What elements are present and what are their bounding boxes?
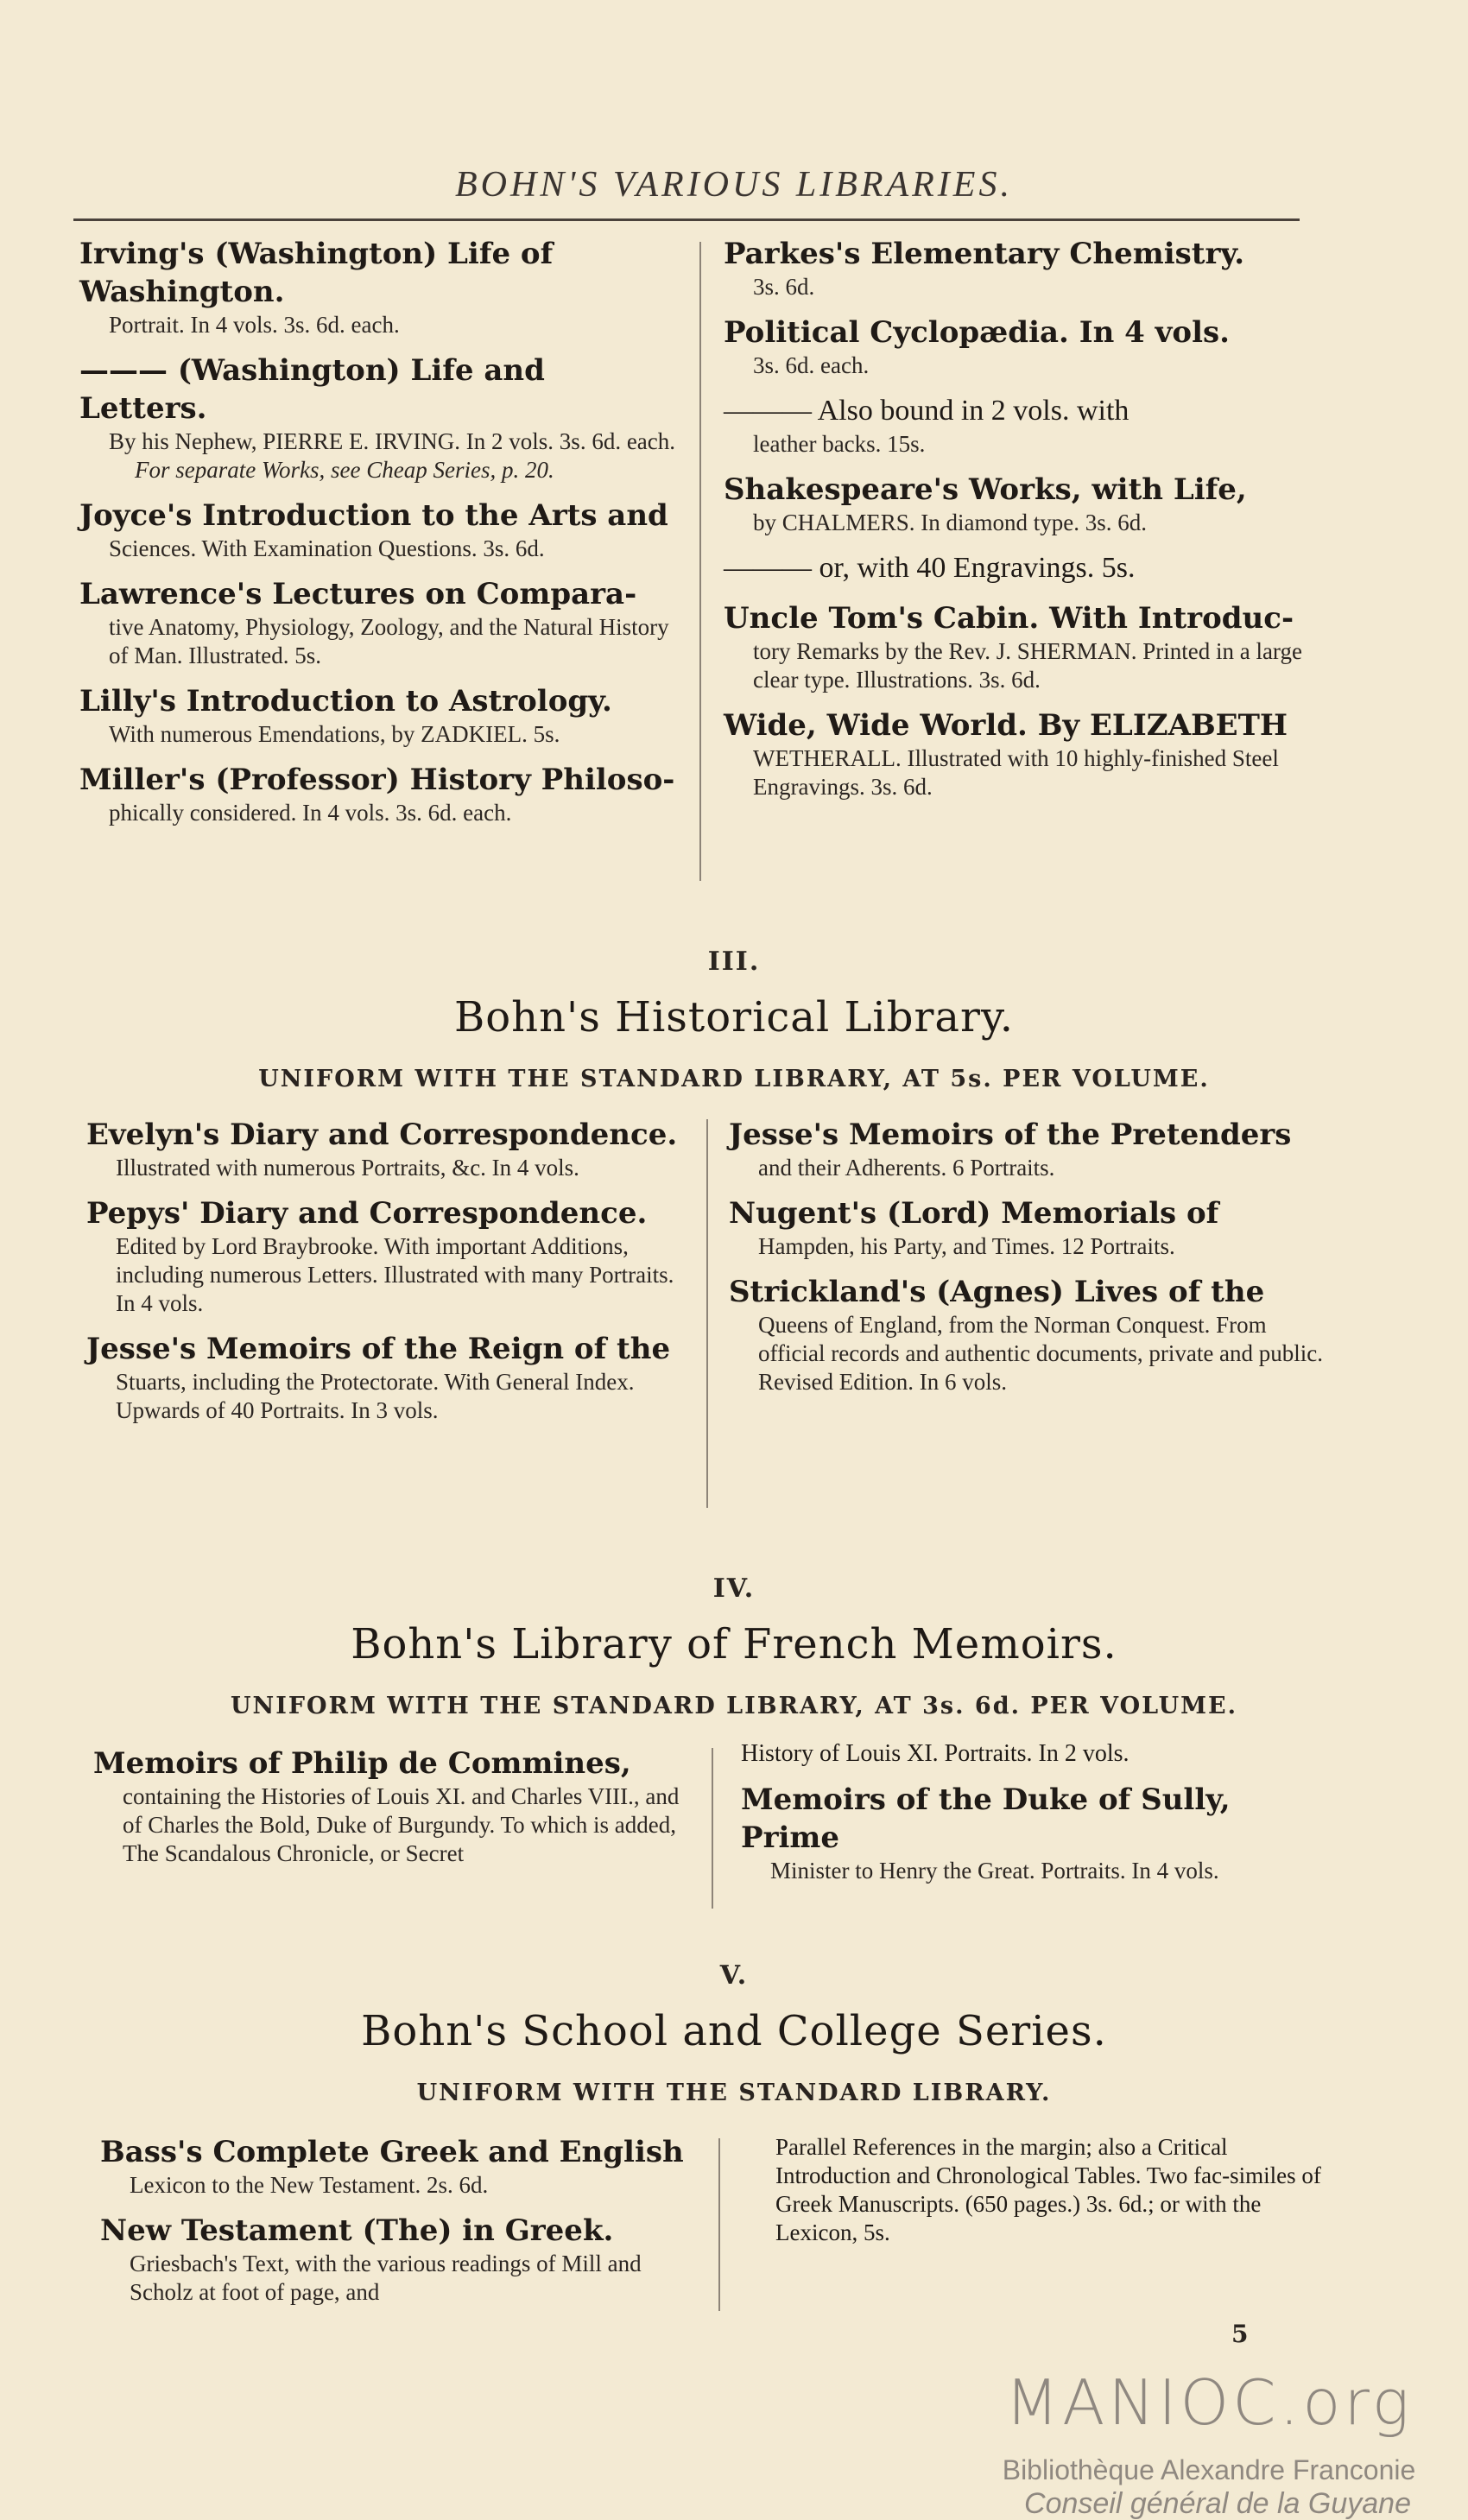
entry-desc: By his Nephew, PIERRE E. IRVING. In 2 vols. 3s. 6d. each.: [109, 428, 676, 454]
section-title: Bohn's Library of French Memoirs.: [351, 1620, 1117, 1668]
entry-title: Evelyn's Diary and Correspondence.: [86, 1118, 678, 1152]
section-title: Bohn's Historical Library.: [454, 993, 1014, 1042]
entry-title: ——— or, with 40 Engravings. 5s.: [724, 552, 1136, 584]
entry-title: Miller's (Professor) History Philoso-: [79, 763, 675, 797]
column-rule: [718, 2138, 720, 2311]
entry-desc: 3s. 6d.: [753, 274, 815, 300]
entry-desc: Edited by Lord Braybrooke. With important Additions, including numerous Letters. Illustrated with many Portraits. In 4 vols.: [116, 1233, 674, 1316]
entry-title: ——— (Washington) Life and Letters.: [79, 353, 545, 426]
entry-title: Parallel References in the margin; also a Critical Introduction and Chronological Tables. Two fac-similes of Greek Manuscripts. (650 pages.) 3s. 6d.; or with the Lexicon, 5s.: [775, 2134, 1321, 2245]
entry: [724, 235, 1319, 301]
entry-title: Political Cyclopædia. In 4 vols.: [724, 315, 1230, 350]
sec3-right-column: [729, 1116, 1333, 1409]
entry: [724, 392, 1319, 459]
column-rule: [706, 1119, 708, 1508]
entry-title: Jesse's Memoirs of the Reign of the: [86, 1332, 671, 1366]
top-left-column: [79, 235, 675, 839]
entry: [79, 351, 675, 484]
entry-desc: phically considered. In 4 vols. 3s. 6d. each.: [109, 800, 512, 826]
head-rule: [73, 218, 1300, 221]
page-number: 5: [1231, 2320, 1249, 2348]
column-rule: [699, 242, 701, 881]
entry: [775, 2133, 1337, 2247]
entry-title: Jesse's Memoirs of the Pretenders: [729, 1118, 1292, 1152]
entry-title: New Testament (The) in Greek.: [100, 2213, 614, 2248]
top-right-column: [724, 235, 1319, 814]
entry-desc: Sciences. With Examination Questions. 3s. 6d.: [109, 535, 545, 561]
column-rule: [712, 1748, 713, 1909]
entry-desc: by CHALMERS. In diamond type. 3s. 6d.: [753, 510, 1147, 535]
entry-desc: Portrait. In 4 vols. 3s. 6d. each.: [109, 312, 400, 338]
manioc-logo: MANIOC.org: [1005, 2366, 1413, 2439]
entry-title: Irving's (Washington) Life of Washington.: [79, 237, 554, 309]
entry-title: Wide, Wide World. By ELIZABETH: [724, 708, 1288, 743]
section-subtitle: UNIFORM WITH THE STANDARD LIBRARY.: [416, 2080, 1052, 2106]
sec5-left-column: [100, 2133, 696, 2319]
entry-desc: tory Remarks by the Rev. J. SHERMAN. Printed in a large clear type. Illustrations. 3s. 6d.: [753, 638, 1302, 693]
entry: [79, 575, 675, 670]
entry: [724, 706, 1319, 801]
entry: [86, 1330, 682, 1425]
entry: [79, 761, 675, 827]
entry-title: Strickland's (Agnes) Lives of the: [729, 1275, 1265, 1309]
entry: [79, 682, 675, 749]
entry-title: Memoirs of Philip de Commines,: [93, 1746, 631, 1781]
entry-desc: 3s. 6d. each.: [753, 352, 870, 378]
entry-desc: tive Anatomy, Physiology, Zoology, and the Natural History of Man. Illustrated. 5s.: [109, 614, 669, 668]
watermark-line: Bibliothèque Alexandre Franconie: [1002, 2454, 1416, 2485]
entry-desc: Griesbach's Text, with the various readings of Mill and Scholz at foot of page, and: [130, 2251, 642, 2305]
entry: [100, 2212, 696, 2307]
entry: [79, 497, 675, 563]
section-title: Bohn's School and College Series.: [361, 2007, 1107, 2055]
entry: [100, 2133, 696, 2200]
entry-desc: With numerous Emendations, by ZADKIEL. 5s.: [109, 721, 560, 747]
entry-desc: leather backs. 15s.: [753, 431, 926, 457]
section-subtitle: UNIFORM WITH THE STANDARD LIBRARY, AT 3s. 6d. PER VOLUME.: [230, 1693, 1238, 1719]
entry-desc: Minister to Henry the Great. Portraits. In 4 vols.: [770, 1858, 1219, 1884]
entry-title: Pepys' Diary and Correspondence.: [86, 1196, 648, 1231]
entry-desc: Hampden, his Party, and Times. 12 Portraits.: [758, 1233, 1175, 1259]
section-number: V.: [719, 1960, 749, 1991]
sec3-left-column: [86, 1116, 682, 1437]
entry: [724, 471, 1319, 537]
entry: [741, 1781, 1337, 1885]
sec5-right-column: [775, 2133, 1337, 2259]
entry-desc: containing the Histories of Louis XI. and Charles VIII., and of Charles the Bold, Duke of Burgundy. To which is added, The Scandalous Chronicle, or Secret: [123, 1783, 680, 1866]
entry: [741, 1739, 1337, 1769]
entry: [79, 235, 675, 339]
entry-title: Memoirs of the Duke of Sully, Prime: [741, 1782, 1231, 1855]
entry-note: For separate Works, see Cheap Series, p. 20.: [135, 457, 554, 483]
entry: [724, 313, 1319, 380]
entry: [724, 549, 1319, 587]
entry: [86, 1194, 682, 1318]
sec4-right-column: [741, 1739, 1337, 1897]
watermark-line: Conseil général de la Guyane: [1024, 2487, 1411, 2520]
sec4-left-column: [93, 1744, 689, 1880]
entry-title: Joyce's Introduction to the Arts and: [79, 498, 668, 533]
entry: [724, 599, 1319, 694]
entry-desc: Queens of England, from the Norman Conquest. From official records and authentic documents, private and public. Revised Edition. In 6 vols.: [758, 1312, 1324, 1395]
entry: [729, 1194, 1333, 1261]
entry-title: ——— Also bound in 2 vols. with: [724, 395, 1129, 427]
entry: [729, 1273, 1333, 1396]
entry: [86, 1116, 682, 1182]
section-subtitle: UNIFORM WITH THE STANDARD LIBRARY, AT 5s. PER VOLUME.: [258, 1066, 1210, 1092]
entry-title: Lawrence's Lectures on Compara-: [79, 577, 637, 611]
entry-desc: Lexicon to the New Testament. 2s. 6d.: [130, 2172, 489, 2198]
section-number: IV.: [712, 1573, 756, 1604]
entry-title: Lilly's Introduction to Astrology.: [79, 684, 612, 719]
entry-title: History of Louis XI. Portraits. In 2 vols.: [741, 1740, 1129, 1767]
entry-desc: Illustrated with numerous Portraits, &c. In 4 vols.: [116, 1155, 579, 1181]
running-head: BOHN'S VARIOUS LIBRARIES.: [455, 165, 1013, 205]
entry-title: Bass's Complete Greek and English: [100, 2135, 684, 2169]
entry-title: Uncle Tom's Cabin. With Introduc-: [724, 601, 1294, 636]
entry-desc: and their Adherents. 6 Portraits.: [758, 1155, 1055, 1181]
entry-desc: WETHERALL. Illustrated with 10 highly-finished Steel Engravings. 3s. 6d.: [753, 745, 1279, 800]
entry-desc: Stuarts, including the Protectorate. With General Index. Upwards of 40 Portraits. In 3 vols.: [116, 1369, 635, 1423]
entry-title: Parkes's Elementary Chemistry.: [724, 237, 1245, 271]
entry: [729, 1116, 1333, 1182]
section-number: III.: [707, 947, 761, 977]
entry: [93, 1744, 689, 1868]
entry-title: Shakespeare's Works, with Life,: [724, 472, 1247, 507]
entry-title: Nugent's (Lord) Memorials of: [729, 1196, 1219, 1231]
